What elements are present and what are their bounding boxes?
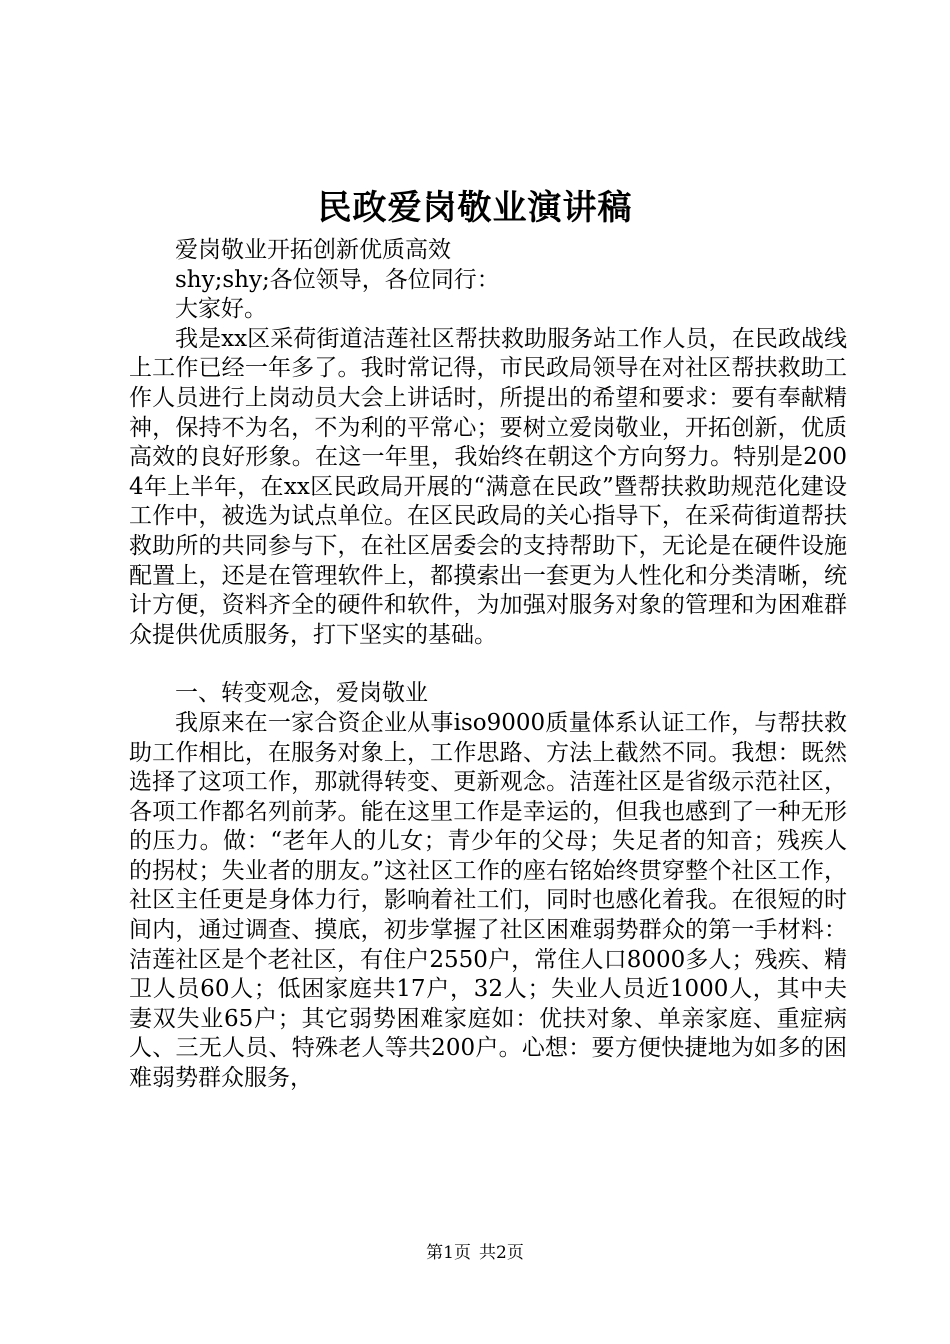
page-number-total: 共2页 bbox=[479, 1243, 524, 1263]
intro-paragraph: 我是xx区采荷街道洁莲社区帮扶救助服务站工作人员，在民政战线上工作已经一年多了。我时常记得，市民政局领导在对社区帮扶救助工作人员进行上岗动员大会上讲话时，所提出的希望和要求：要有奉献精神，保持不为名，不为利的平常心；要树立爱岗敬业，开拓创新，优质高效的良好形象。在这一年里，我始终在朝这个方向努力。特别是2004年上半年，在xx区民政局开展的“满意在民政”暨帮扶救助规范化建设工作中，被选为试点单位。在区民政局的关心指导下，在采荷街道帮扶救助所的共同参与下，在社区居委会的支持帮助下，无论是在硬件设施配置上，还是在管理软件上，都摸索出一套更为人性化和分类清晰，统计方便，资料齐全的硬件和软件，为加强对服务对象的管理和为困难群众提供优质服务，打下坚实的基础。 bbox=[129, 325, 847, 648]
salutation-line: shy;shy;各位领导，各位同行： bbox=[175, 266, 500, 293]
document-title: 民政爱岗敬业演讲稿 bbox=[317, 188, 633, 228]
paragraph-spacer bbox=[129, 650, 847, 679]
greeting-line: 大家好。 bbox=[175, 296, 267, 323]
document-body bbox=[129, 236, 847, 1094]
section-heading: 一、转变观念，爱岗敬业 bbox=[175, 680, 428, 707]
section-paragraph: 我原来在一家合资企业从事iso9000质量体系认证工作，与帮扶救助工作相比，在服务对象上，工作思路、方法上截然不同。我想：既然选择了这项工作，那就得转变、更新观念。洁莲社区是省级示范社区，各项工作都名列前茅。能在这里工作是幸运的，但我也感到了一种无形的压力。做：“老年人的儿女；青少年的父母；失足者的知音；残疾人的拐杖；失业者的朋友。”这社区工作的座右铭始终贯穿整个社区工作，社区主任更是身体力行，影响着社工们，同时也感化着我。在很短的时间内，通过调查、摸底，初步掌握了社区困难弱势群众的第一手材料：洁莲社区是个老社区，有住户2550户，常住人口8000多人；残疾、精卫人员60人；低困家庭共17户，32人；失业人员近1000人，其中夫妻双失业65户；其它弱势困难家庭如：优扶对象、单亲家庭、重症病人、三无人员、特殊老人等共200户。心想：要方便快捷地为如多的困难弱势群众服务， bbox=[129, 709, 847, 1092]
page-footer bbox=[0, 1241, 950, 1265]
page-number-current: 第1页 bbox=[426, 1243, 471, 1263]
subtitle-line: 爱岗敬业开拓创新优质高效 bbox=[175, 237, 451, 263]
